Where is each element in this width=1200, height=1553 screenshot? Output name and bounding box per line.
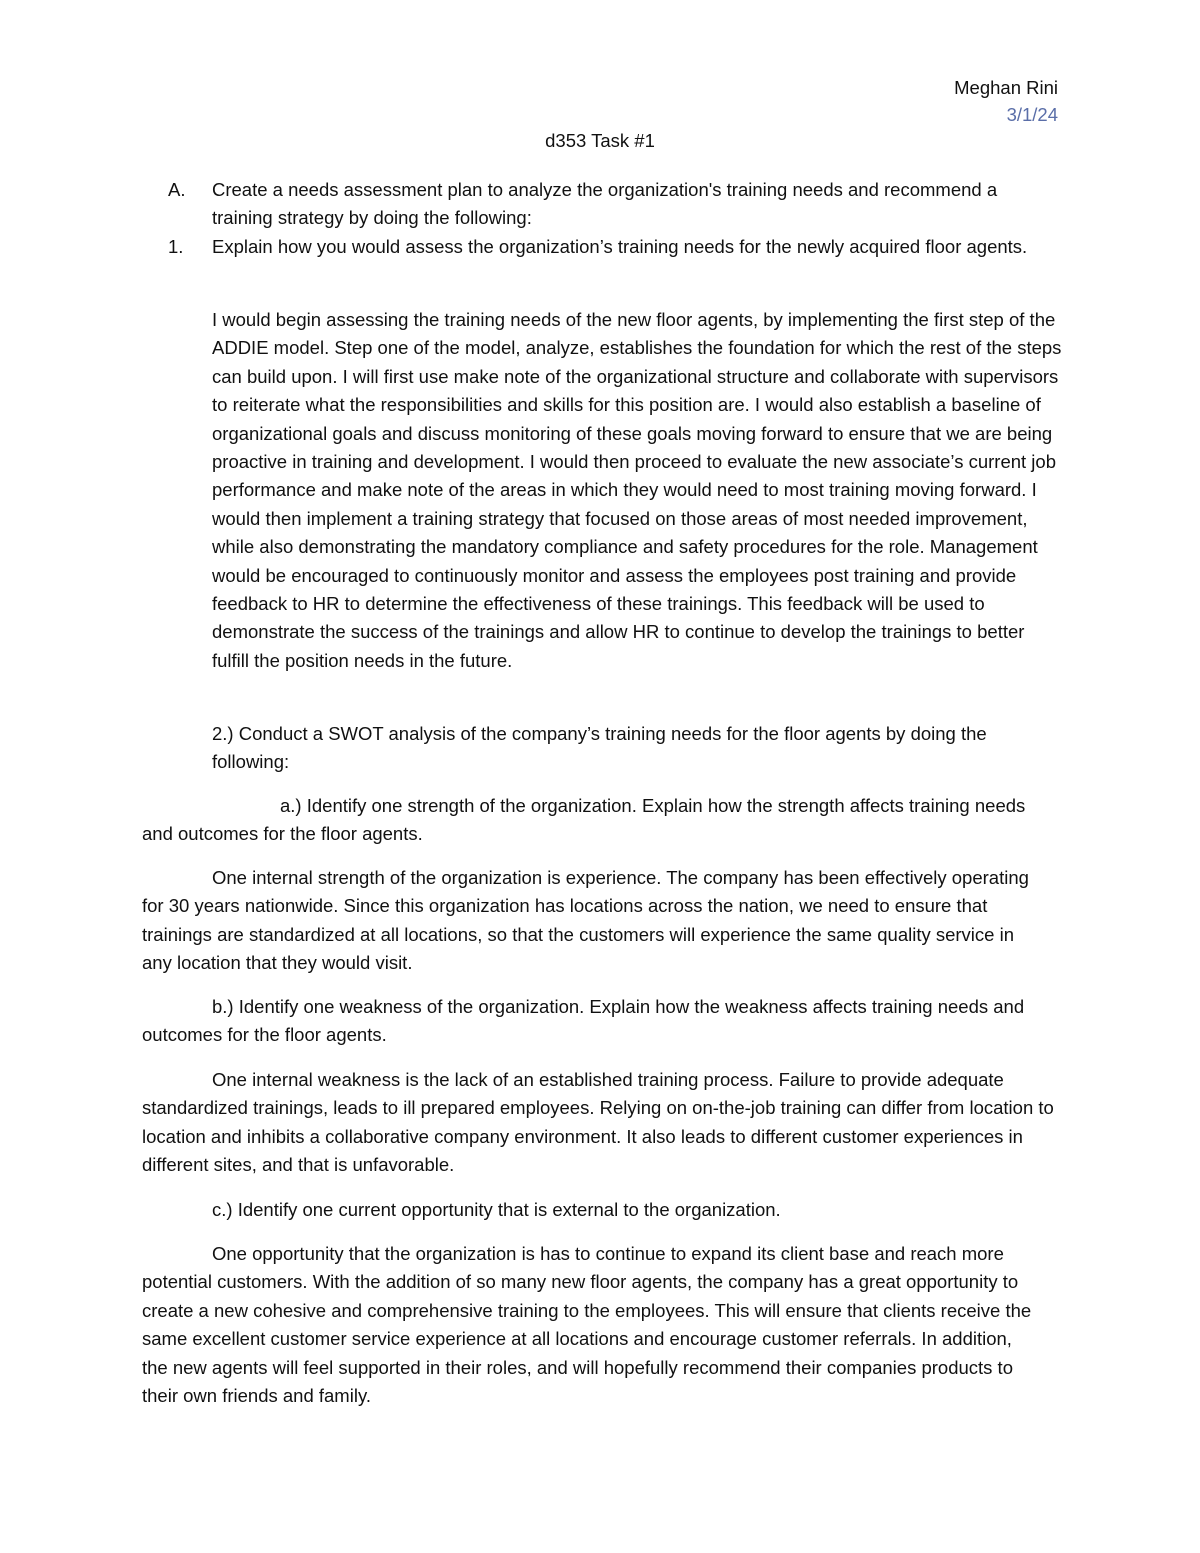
swot-a-prompt: a.) Identify one strength of the organization. Explain how the strength affects training needs and outcomes for the floor agents. <box>142 795 1026 845</box>
section-a-text: Create a needs assessment plan to analyze the organization's training needs and recommend a training strategy by doing the following: <box>212 179 998 229</box>
swot-c-prompt: c.) Identify one current opportunity that is external to the organization. <box>212 1199 781 1220</box>
item-1-answer: I would begin assessing the training needs of the new floor agents, by implementing the first step of the ADDIE model. Step one of the model, analyze, establishes the foundation for which the rest of the steps can build upon. I will first use make note of the organizational structure and collaborate with supervisors to reiterate what the responsibilities and skills for this position are. I would also establish a baseline of organizational goals and discuss monitoring of these goals moving forward to ensure that we are being proactive in training and development. I would then proceed to evaluate the new associate’s current job performance and make note of the areas in which they would need to most training moving forward. I would then implement a training strategy that focused on those areas of most needed improvement, while also demonstrating the mandatory compliance and safety procedures for the role. Management would be encouraged to continuously monitor and assess the employees post training and provide feedback to HR to determine the effectiveness of these trainings. This feedback will be used to demonstrate the success of the trainings and allow HR to continue to develop the trainings to better fulfill the position needs in the future. <box>212 309 1062 671</box>
swot-a-answer: One internal strength of the organization is experience. The company has been effectively operating for 30 years nationwide. Since this organization has locations across the nation, we need to ensure that trainings are standardized at all locations, so that the customers will experience the same quality service in any location that they would visit. <box>142 867 1029 974</box>
document-title: d353 Task #1 <box>545 130 655 151</box>
item-1-label: 1. <box>168 236 184 257</box>
document-date: 3/1/24 <box>1006 104 1058 125</box>
item-1-prompt: Explain how you would assess the organization’s training needs for the newly acquired floor agents. <box>212 236 1028 257</box>
item-2-prompt: 2.) Conduct a SWOT analysis of the company’s training needs for the floor agents by doing the following: <box>212 723 987 773</box>
swot-b-prompt: b.) Identify one weakness of the organization. Explain how the weakness affects training needs and outcomes for the floor agents. <box>142 996 1025 1046</box>
author-name: Meghan Rini <box>954 77 1058 98</box>
swot-c-answer: One opportunity that the organization is has to continue to expand its client base and reach more potential customers. With the addition of so many new floor agents, the company has a great opportunity to create a new cohesive and comprehensive training to the employees. This will ensure that clients receive the same excellent customer service experience at all locations and encourage customer referrals. In addition, the new agents will feel supported in their roles, and will hopefully recommend their companies products to their own friends and family. <box>142 1243 1032 1407</box>
swot-b-answer: One internal weakness is the lack of an established training process. Failure to provide adequate standardized trainings, leads to ill prepared employees. Relying on on-the-job training can differ from location to location and inhibits a collaborative company environment. It also leads to different customer experiences in different sites, and that is unfavorable. <box>142 1069 1054 1176</box>
section-a-label: A. <box>168 179 186 200</box>
